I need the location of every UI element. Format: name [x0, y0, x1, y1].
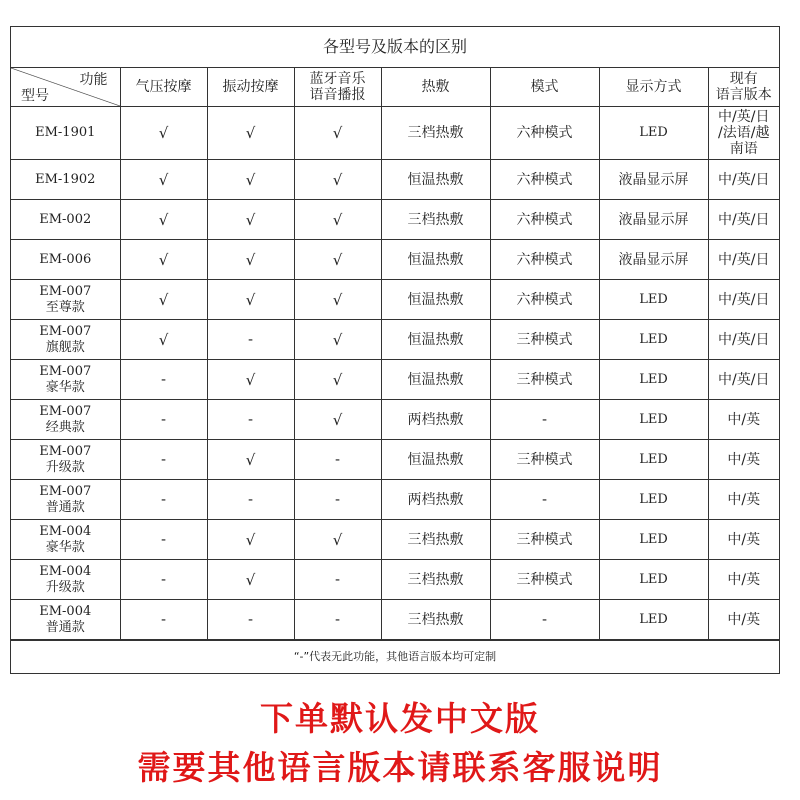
feature-cell: 六种模式 — [490, 160, 599, 200]
header-row — [11, 68, 779, 107]
column-header: 振动按摩 — [207, 68, 294, 107]
display-cell: LED — [599, 480, 708, 520]
check-mark-cell: √ — [294, 160, 381, 200]
check-mark-cell: √ — [294, 360, 381, 400]
column-header: 现有 语言版本 — [708, 68, 779, 107]
feature-cell: 中/英 — [708, 480, 779, 520]
check-mark-cell: √ — [207, 280, 294, 320]
feature-cell: 中/英/日 — [708, 280, 779, 320]
dash-cell: - — [294, 440, 381, 480]
table-row — [11, 240, 779, 280]
display-cell: LED — [599, 440, 708, 480]
feature-cell: 三档热敷 — [381, 600, 490, 640]
feature-cell: 中/英/日 /法语/越 南语 — [708, 107, 779, 160]
dash-cell: - — [120, 400, 207, 440]
model-cell: EM-004 升级款 — [11, 560, 120, 600]
display-cell: LED — [599, 320, 708, 360]
feature-cell: 中/英 — [708, 400, 779, 440]
check-mark-cell: √ — [294, 280, 381, 320]
feature-cell: 六种模式 — [490, 280, 599, 320]
dash-cell: - — [207, 320, 294, 360]
model-cell: EM-002 — [11, 200, 120, 240]
feature-cell: 三种模式 — [490, 360, 599, 400]
dash-cell: - — [120, 560, 207, 600]
table-title: 各型号及版本的区别 — [11, 27, 779, 68]
feature-cell: 液晶显示屏 — [599, 240, 708, 280]
check-mark-cell: √ — [207, 520, 294, 560]
feature-cell: 三档热敷 — [381, 520, 490, 560]
check-mark-cell: √ — [207, 240, 294, 280]
feature-cell: 中/英 — [708, 600, 779, 640]
model-cell: EM-007 经典款 — [11, 400, 120, 440]
feature-cell: 三档热敷 — [381, 560, 490, 600]
feature-cell: 三种模式 — [490, 320, 599, 360]
feature-cell: 三档热敷 — [381, 107, 490, 160]
column-header: 蓝牙音乐 语音播报 — [294, 68, 381, 107]
feature-cell: 两档热敷 — [381, 480, 490, 520]
dash-cell: - — [120, 520, 207, 560]
feature-cell: 恒温热敷 — [381, 280, 490, 320]
display-cell: LED — [599, 280, 708, 320]
dash-cell: - — [120, 480, 207, 520]
dash-cell: - — [120, 360, 207, 400]
check-mark-cell: √ — [120, 107, 207, 160]
column-header: 热敷 — [381, 68, 490, 107]
notice-contact-service: 需要其他语言版本请联系客服说明 — [137, 748, 663, 787]
feature-cell: 两档热敷 — [381, 400, 490, 440]
check-mark-cell: √ — [294, 400, 381, 440]
notice-default-chinese: 下单默认发中文版 — [260, 699, 540, 738]
model-cell: EM-1901 — [11, 107, 120, 160]
table-row — [11, 107, 779, 160]
table-row — [11, 600, 779, 640]
table-row — [11, 520, 779, 560]
feature-cell: 中/英 — [708, 520, 779, 560]
table-row — [11, 480, 779, 520]
feature-cell: 中/英/日 — [708, 200, 779, 240]
table-row — [11, 160, 779, 200]
corner-function-label: 功能 — [79, 72, 108, 88]
display-cell: LED — [599, 560, 708, 600]
dash-cell: - — [294, 560, 381, 600]
feature-cell: 恒温热敷 — [381, 320, 490, 360]
check-mark-cell: √ — [294, 320, 381, 360]
dash-cell: - — [207, 600, 294, 640]
check-mark-cell: √ — [120, 240, 207, 280]
check-mark-cell: √ — [207, 440, 294, 480]
dash-cell: - — [490, 600, 599, 640]
check-mark-cell: √ — [294, 240, 381, 280]
check-mark-cell: √ — [120, 320, 207, 360]
dash-cell: - — [120, 440, 207, 480]
feature-cell: 液晶显示屏 — [599, 160, 708, 200]
comparison-sheet — [10, 26, 780, 674]
check-mark-cell: √ — [294, 200, 381, 240]
model-cell: EM-007 普通款 — [11, 480, 120, 520]
dash-cell: - — [120, 600, 207, 640]
feature-cell: 液晶显示屏 — [599, 200, 708, 240]
column-header: 气压按摩 — [120, 68, 207, 107]
feature-cell: 中/英/日 — [708, 320, 779, 360]
dash-cell: - — [490, 480, 599, 520]
column-header: 模式 — [490, 68, 599, 107]
check-mark-cell: √ — [294, 520, 381, 560]
model-cell: EM-007 升级款 — [11, 440, 120, 480]
check-mark-cell: √ — [120, 280, 207, 320]
model-comparison-table — [11, 68, 779, 640]
display-cell: LED — [599, 360, 708, 400]
feature-cell: 恒温热敷 — [381, 160, 490, 200]
feature-cell: 中/英/日 — [708, 160, 779, 200]
feature-cell: 中/英/日 — [708, 240, 779, 280]
table-row — [11, 400, 779, 440]
feature-cell: 中/英/日 — [708, 360, 779, 400]
feature-cell: 中/英 — [708, 560, 779, 600]
dash-cell: - — [294, 480, 381, 520]
table-row — [11, 200, 779, 240]
feature-cell: 三种模式 — [490, 560, 599, 600]
model-cell: EM-007 旗舰款 — [11, 320, 120, 360]
check-mark-cell: √ — [207, 160, 294, 200]
model-cell: EM-006 — [11, 240, 120, 280]
model-cell: EM-004 普通款 — [11, 600, 120, 640]
feature-cell: 中/英 — [708, 440, 779, 480]
feature-cell: 恒温热敷 — [381, 360, 490, 400]
table-row — [11, 440, 779, 480]
dash-cell: - — [207, 480, 294, 520]
table-row — [11, 360, 779, 400]
feature-cell: 六种模式 — [490, 200, 599, 240]
check-mark-cell: √ — [207, 200, 294, 240]
model-cell: EM-007 至尊款 — [11, 280, 120, 320]
feature-cell: 三种模式 — [490, 440, 599, 480]
feature-cell: 六种模式 — [490, 107, 599, 160]
feature-cell: 三档热敷 — [381, 200, 490, 240]
corner-model-label: 型号 — [21, 88, 49, 104]
model-cell: EM-004 豪华款 — [11, 520, 120, 560]
corner-header-cell — [11, 68, 120, 107]
feature-cell: 恒温热敷 — [381, 240, 490, 280]
display-cell: LED — [599, 107, 708, 160]
check-mark-cell: √ — [294, 107, 381, 160]
display-cell: LED — [599, 520, 708, 560]
check-mark-cell: √ — [207, 107, 294, 160]
check-mark-cell: √ — [207, 360, 294, 400]
table-row — [11, 320, 779, 360]
check-mark-cell: √ — [120, 200, 207, 240]
dash-cell: - — [294, 600, 381, 640]
table-row — [11, 560, 779, 600]
footnote: “-”代表无此功能，其他语言版本均可定制 — [11, 640, 779, 673]
feature-cell: 三种模式 — [490, 520, 599, 560]
check-mark-cell: √ — [120, 160, 207, 200]
check-mark-cell: √ — [207, 560, 294, 600]
model-cell: EM-1902 — [11, 160, 120, 200]
dash-cell: - — [490, 400, 599, 440]
display-cell: LED — [599, 400, 708, 440]
dash-cell: - — [207, 400, 294, 440]
feature-cell: 恒温热敷 — [381, 440, 490, 480]
display-cell: LED — [599, 600, 708, 640]
table-row — [11, 280, 779, 320]
column-header: 显示方式 — [599, 68, 708, 107]
feature-cell: 六种模式 — [490, 240, 599, 280]
model-cell: EM-007 豪华款 — [11, 360, 120, 400]
